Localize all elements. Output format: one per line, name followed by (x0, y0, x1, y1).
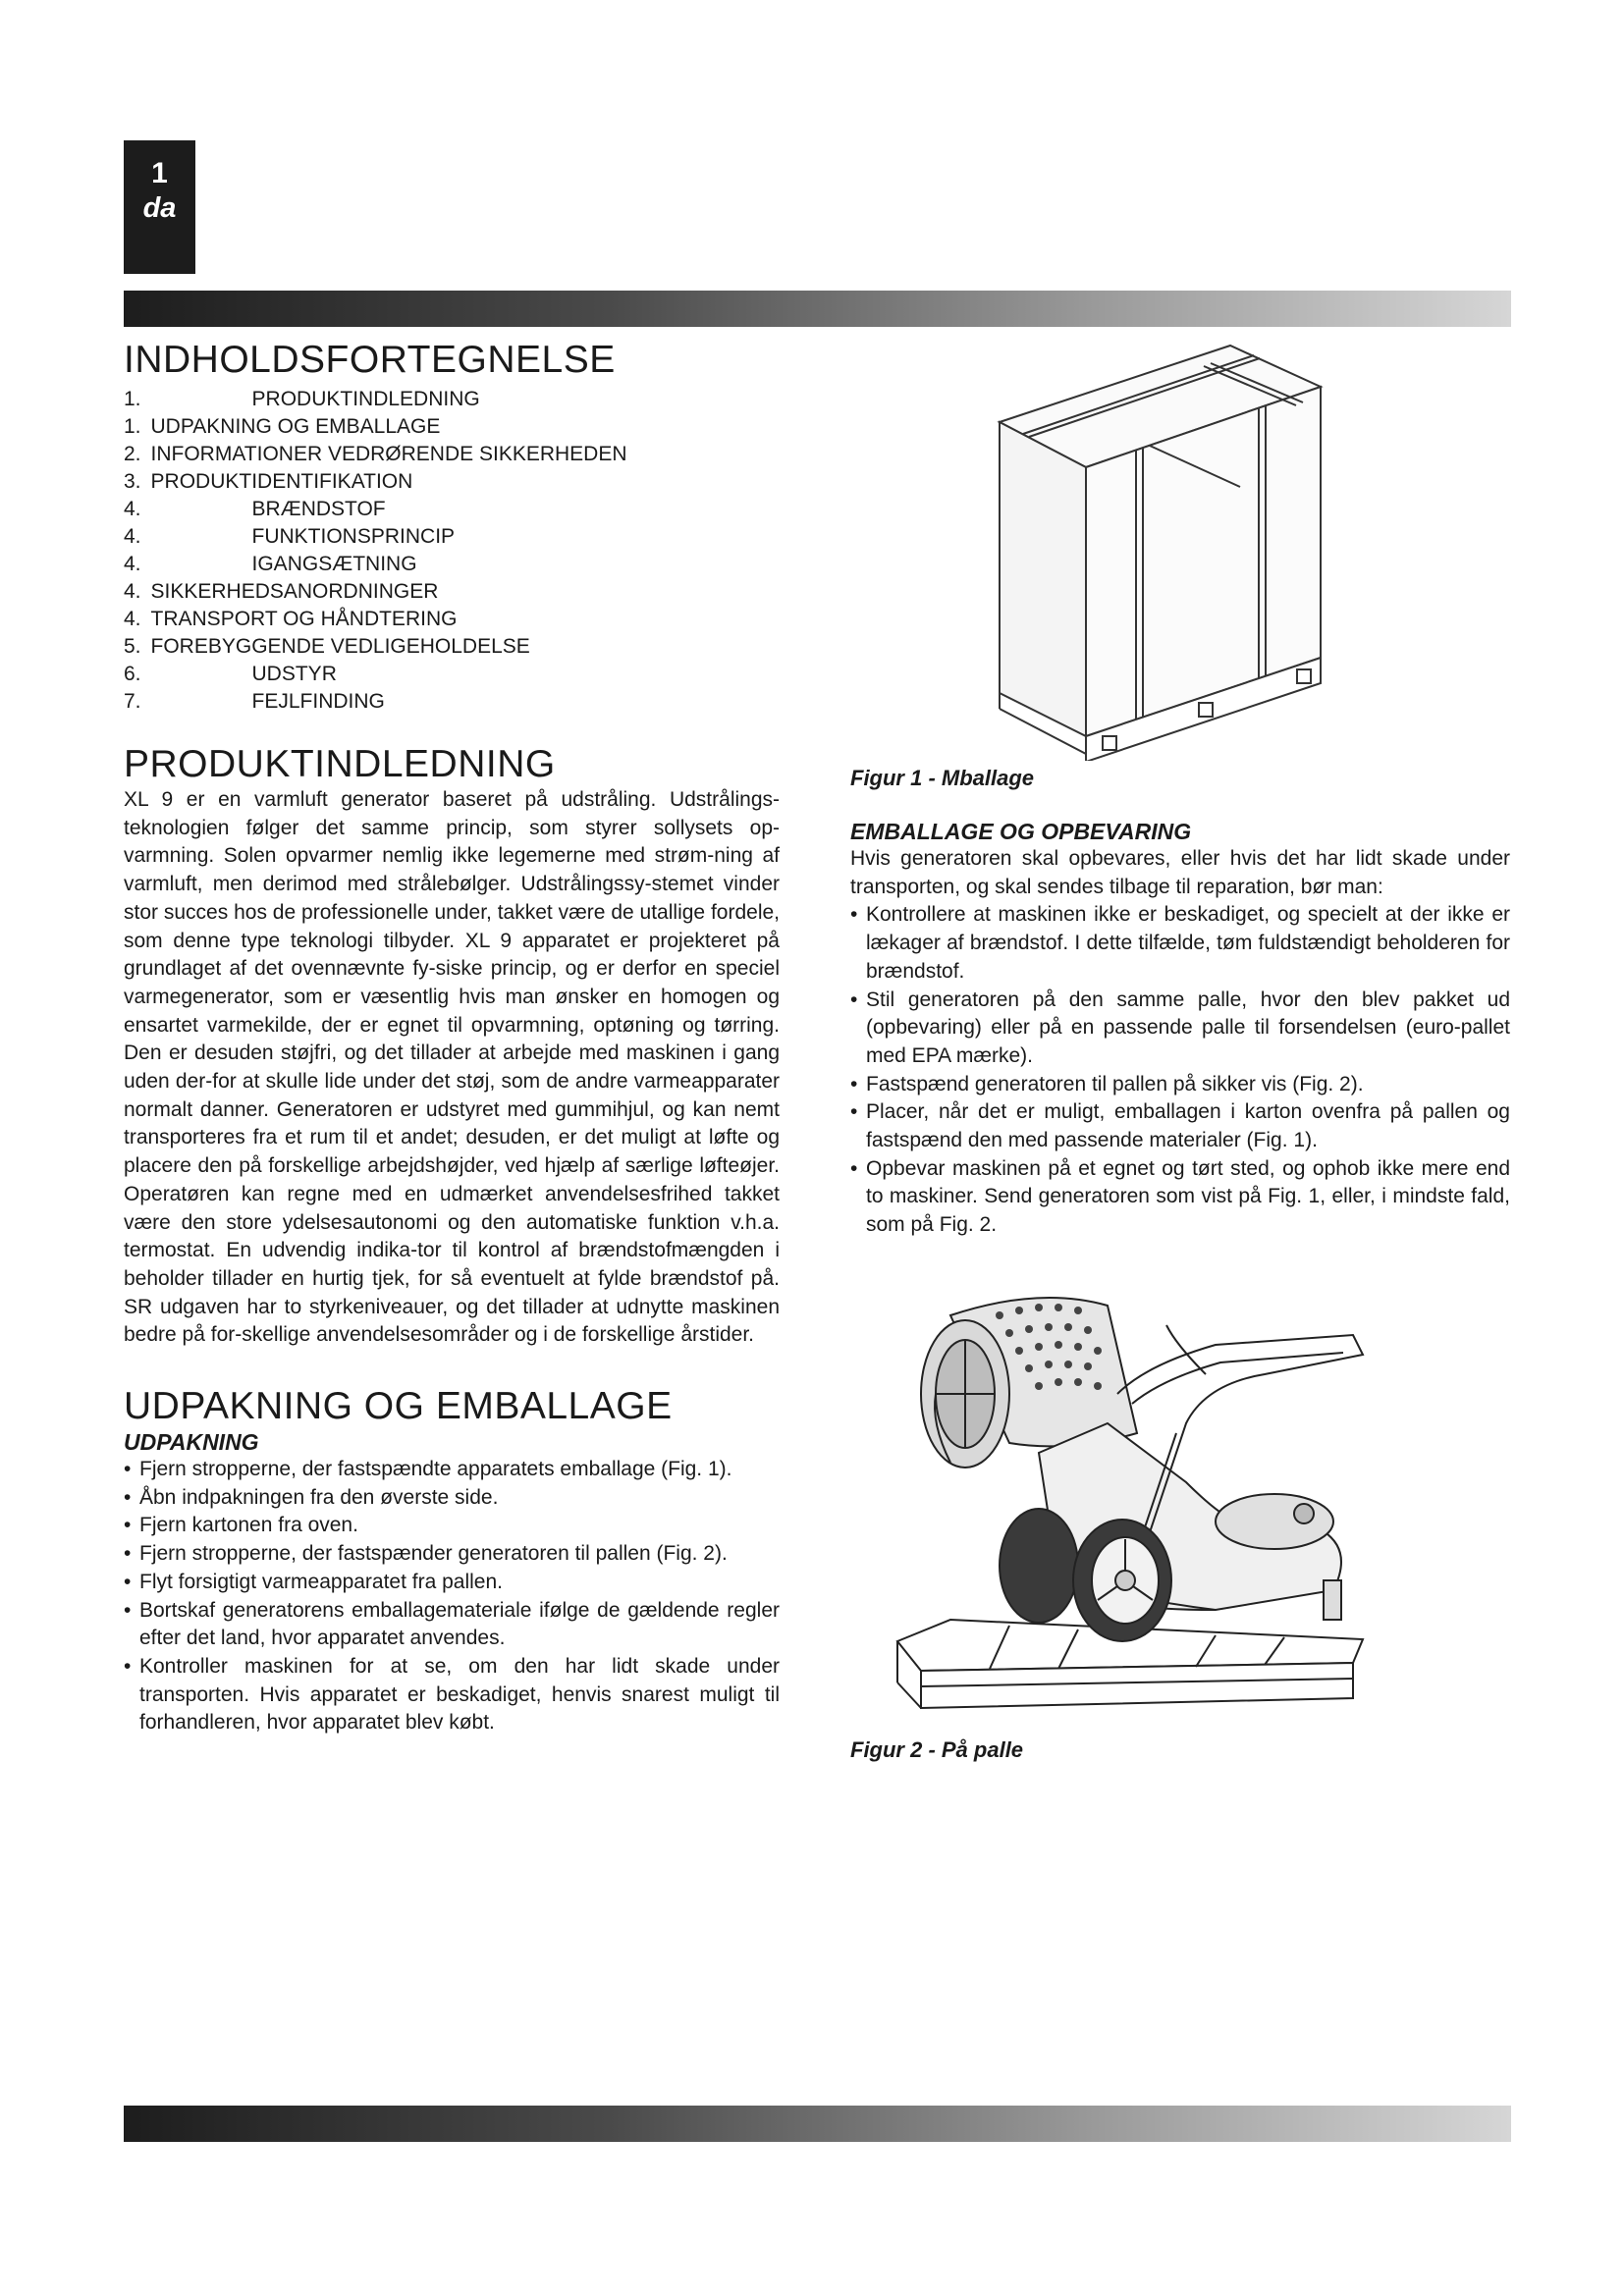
toc-item-label: FUNKTIONSPRINCIP (251, 525, 456, 548)
toc-item-number: 4. (124, 525, 141, 548)
toc-item (124, 523, 780, 551)
packaged-box-illustration (987, 344, 1360, 761)
figure-1-caption: Figur 1 - Mballage (850, 766, 1035, 790)
toc-item-label: UDPAKNING OG EMBALLAGE (150, 415, 441, 438)
toc-item (124, 386, 780, 413)
toc-item-number: 4. (124, 580, 141, 603)
figure-2-caption: Figur 2 - På palle (850, 1737, 1024, 1762)
toc-item-number: 6. (124, 663, 141, 685)
unpacking-list (124, 1456, 780, 1737)
toc-item (124, 468, 780, 496)
list-item: • Stil generatoren på den samme palle, hvor den blev pakket ud (opbevaring) eller på en passende palle til forsendelsen (euro-pallet med EPA mærke). (850, 987, 1510, 1071)
table-of-contents (124, 386, 780, 716)
chapter-number: 1 (151, 157, 168, 189)
toc-item-label: INFORMATIONER VEDRØRENDE SIKKERHEDEN (150, 443, 627, 465)
list-item: • Opbevar maskinen på et egnet og tørt sted, og ophob ikke mere end to maskiner. Send generatoren som vist på Fig. 1, eller, i mindste fald, som på Fig. 2. (850, 1155, 1510, 1240)
toc-item-number: 2. (124, 443, 141, 465)
list-item: • Fjern kartonen fra oven. (124, 1512, 780, 1540)
generator-on-pallet-illustration (892, 1286, 1382, 1728)
toc-item-label: IGANGSÆTNING (251, 553, 417, 575)
unpacking-subtitle: UDPAKNING (124, 1429, 259, 1456)
list-item: • Kontrollere at maskinen ikke er beskadiget, og specielt at der ikke er lækager af brændstof. I dette tilfælde, tøm fuldstændigt beholderen for brændstof. (850, 901, 1510, 986)
storage-subtitle: EMBALLAGE OG OPBEVARING (850, 819, 1192, 844)
list-item: • Fjern stropperne, der fastspænder generatoren til pallen (Fig. 2). (124, 1540, 780, 1569)
unpacking-title: UDPAKNING OG EMBALLAGE (124, 1385, 673, 1428)
list-item: • Åbn indpakningen fra den øverste side. (124, 1484, 780, 1513)
toc-item-number: 1. (124, 415, 141, 438)
list-item: • Kontroller maskinen for at se, om den har lidt skade under transporten. Hvis apparatet er beskadiget, henvis snarest muligt til forhandleren, hvor apparatet blev købt. (124, 1653, 780, 1737)
right-column (850, 765, 1510, 1240)
toc-item (124, 633, 780, 661)
storage-list (850, 901, 1510, 1239)
figure-2-on-pallet (892, 1286, 1382, 1733)
list-item: • Fjern stropperne, der fastspændte apparatets emballage (Fig. 1). (124, 1456, 780, 1484)
language-tab (124, 140, 195, 274)
toc-item-label: PRODUKTINDLEDNING (251, 388, 480, 410)
toc-item-number: 7. (124, 690, 141, 713)
toc-item-label: FEJLFINDING (251, 690, 385, 713)
toc-item (124, 606, 780, 633)
list-item: • Bortskaf generatorens emballagemateriale ifølge de gældende regler efter det land, hvor apparatet anvendes. (124, 1597, 780, 1653)
toc-item-label: FOREBYGGENDE VEDLIGEHOLDELSE (150, 635, 530, 658)
list-item: • Flyt forsigtigt varmeapparatet fra pallen. (124, 1569, 780, 1597)
toc-title: INDHOLDSFORTEGNELSE (124, 339, 616, 381)
toc-item (124, 441, 780, 468)
intro-text: XL 9 er en varmluft generator baseret på udstråling. Udstrålings-teknologien følger det samme princip, som styrer sollysets op-varmning. Solen opvarmer nemlig ikke legemerne med strøm-ning af varmluft, men derimod med strålebølger. Udstrålingssy-stemet vinder stor succes hos de professionelle under, takket være de utallige fordele, som denne type teknologi tilbyder. XL 9 apparatet er projekteret på grundlaget af det ovennævnte fy-siske princip, og er derfor en speciel varmegenerator, som er væsentlig hvis man ønsker en homogen og ensartet varmekilde, der er egnet til opvarmning, optøning og tørring. Den er desuden støjfri, og det tillader at arbejde med maskinen i gang uden der-for at skulle lide under det støj, som de andre varmeapparater normalt danner. Generatoren er udstyret med gummihjul, og kan nemt transporteres fra et rum til et andet; desuden, er det muligt at løfte og placere den på forskellige arbejdshøjder, ved hjælp af særlige løfteøjer. Operatøren kan regne med en udmærket anvendelsesfrihed takket være den store ydelsesautonomi og den automatiske funktion v.h.a. termostat. En udvendig indika-tor til kontrol af brændstofmængden i beholder tillader en hurtig tjek, for så eventuelt at fylde brændstof på. SR udgaven har to styrkeniveauer, og det tillader at udnytte maskinen bedre på for-skellige anvendelsesområder og i de forskellige årstider. (124, 788, 780, 1347)
toc-item (124, 578, 780, 606)
figure-1-packaging (987, 344, 1360, 766)
toc-item-number: 1. (124, 388, 141, 410)
toc-item (124, 688, 780, 716)
toc-item-label: TRANSPORT OG HÅNDTERING (150, 608, 458, 630)
header-gradient-bar (124, 291, 1511, 327)
footer-gradient-bar (124, 2106, 1511, 2142)
storage-intro: Hvis generatoren skal opbevares, eller hvis det har lidt skade under transporten, og skal sendes tilbage til reparation, bør man: (850, 847, 1510, 898)
toc-item-number: 5. (124, 635, 141, 658)
toc-item-number: 4. (124, 553, 141, 575)
left-column (124, 339, 780, 1737)
toc-item-number: 3. (124, 470, 141, 493)
toc-item-number: 4. (124, 608, 141, 630)
list-item: • Placer, når det er muligt, emballagen i karton ovenfra på pallen og fastspænd den med passende materialer (Fig. 1). (850, 1098, 1510, 1154)
language-code: da (142, 192, 177, 224)
toc-item-label: UDSTYR (251, 663, 337, 685)
list-item: • Fastspænd generatoren til pallen på sikker vis (Fig. 2). (850, 1071, 1510, 1099)
toc-item-label: SIKKERHEDSANORDNINGER (150, 580, 439, 603)
toc-item-label: PRODUKTIDENTIFIKATION (150, 470, 413, 493)
toc-item-label: BRÆNDSTOF (251, 498, 386, 520)
toc-item (124, 551, 780, 578)
intro-title: PRODUKTINDLEDNING (124, 743, 556, 785)
toc-item (124, 413, 780, 441)
toc-item (124, 496, 780, 523)
toc-item (124, 661, 780, 688)
toc-item-number: 4. (124, 498, 141, 520)
